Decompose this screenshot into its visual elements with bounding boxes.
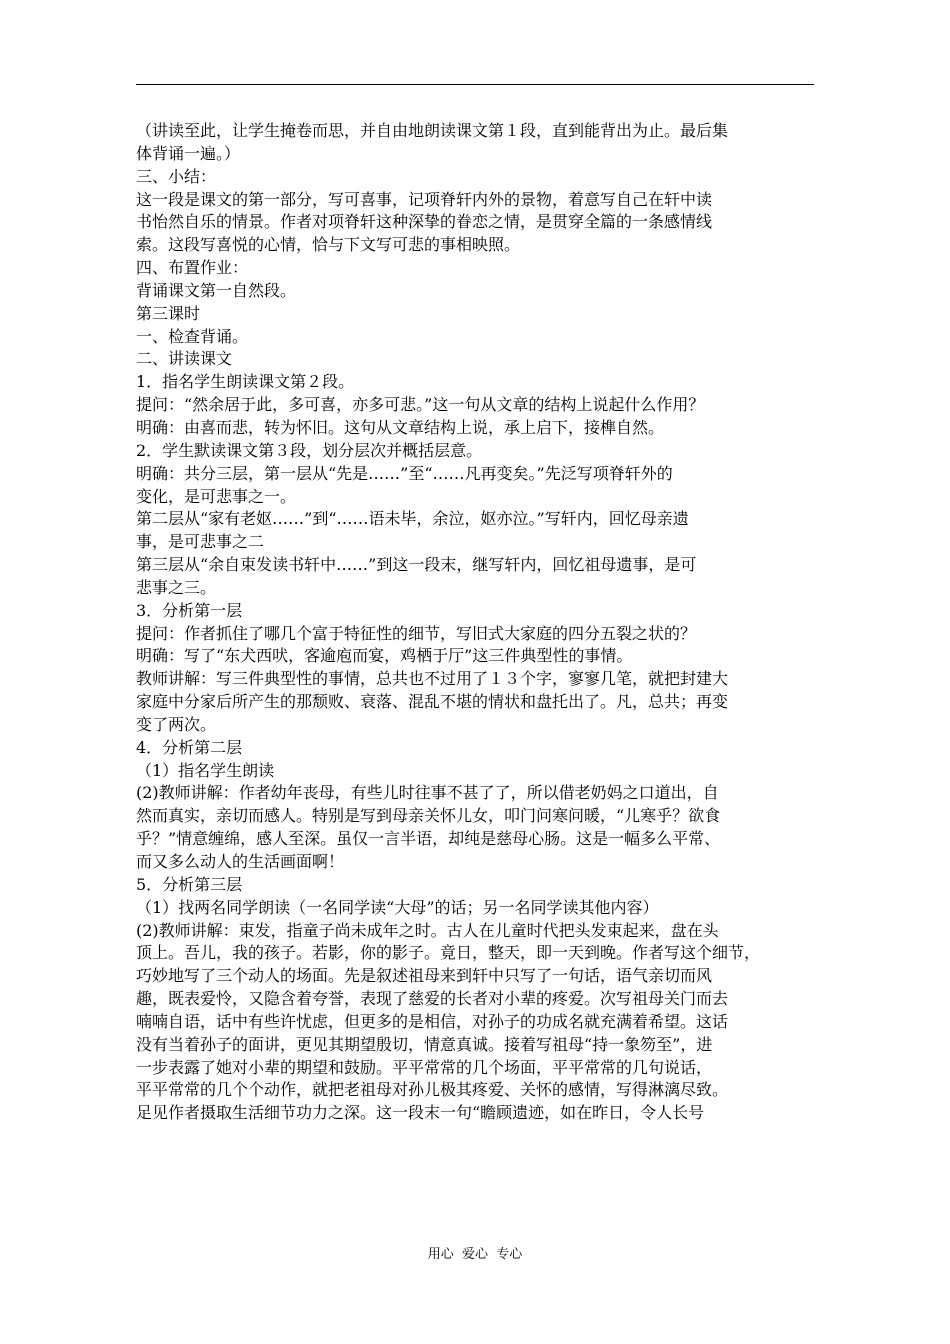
text-line: 索。这段写喜悦的心情，恰与下文写可悲的事相映照。 xyxy=(136,235,521,255)
text-line: 巧妙地写了三个动人的场面。先是叙述祖母来到轩中只写了一句话，语气亲切而风 xyxy=(136,966,713,986)
text-line: 2．学生默读课文第３段，划分层次并概括层意。 xyxy=(136,440,483,460)
page-footer: 用心 爱心 专心 xyxy=(427,1247,523,1262)
text-line: 悲事之三。 xyxy=(136,577,217,597)
text-line: 喃喃自语，话中有些许忧虑，但更多的是相信，对孙子的功成名就充满着希望。这话 xyxy=(136,1011,729,1031)
text-line: 提问：“然余居于此，多可喜，亦多可悲。”这一句从文章的结构上说起什么作用？ xyxy=(136,395,705,415)
text-line: 一步表露了她对小辈的期望和鼓励。平平常常的几个场面，平平常常的几句说话， xyxy=(136,1057,713,1077)
text-line: 然而真实，亲切而感人。特别是写到母亲关怀儿女，叩门问寒问暖，“儿寒乎？欲食 xyxy=(136,806,721,826)
document-body xyxy=(136,120,816,1125)
text-line: (2)教师讲解：作者幼年丧母，有些儿时往事不甚了了，所以借老奶妈之口道出，自 xyxy=(136,783,719,803)
text-line: 顶上。吾儿，我的孩子。若影，你的影子。竟日，整天，即一天到晚。作者写这个细节， xyxy=(136,943,761,963)
text-line: 变了两次。 xyxy=(136,714,217,734)
text-line: 趣，既表爱怜，又隐含着夸誉，表现了慈爱的长者对小辈的疼爱。次写祖母关门而去 xyxy=(136,989,729,1009)
text-line: (2)教师讲解：束发，指童子尚未成年之时。古人在儿童时代把头发束起来，盘在头 xyxy=(136,920,719,940)
text-line: 1．指名学生朗读课文第２段。 xyxy=(136,372,355,392)
text-line: 3．分析第一层 xyxy=(136,600,243,620)
text-line: 明确：写了“东犬西吠，客逾庖而宴，鸡栖于厅”这三件典型性的事情。 xyxy=(136,646,633,666)
text-line: 家庭中分家后所产生的那颓败、衰落、混乱不堪的情状和盘托出了。凡，总共；再变 xyxy=(136,692,729,712)
header-rule xyxy=(136,84,814,85)
text-line: 提问：作者抓住了哪几个富于特征性的细节，写旧式大家庭的四分五裂之状的？ xyxy=(136,623,697,643)
text-line: 5．分析第三层 xyxy=(136,874,243,894)
text-line: 四、布置作业： xyxy=(136,258,249,278)
text-line: 二、讲读课文 xyxy=(136,349,233,369)
text-line: 而又多么动人的生活画面啊！ xyxy=(136,852,345,871)
text-line: 背诵课文第一自然段。 xyxy=(136,280,297,300)
text-line: 一、检查背诵。 xyxy=(136,326,249,346)
text-line: 事，是可悲事之二 xyxy=(136,532,265,552)
text-line: （1）指名学生朗读 xyxy=(136,760,275,780)
text-line: 4．分析第二层 xyxy=(136,737,243,757)
text-line: 第二层从“家有老妪……”到“……语未毕，余泣，妪亦泣。”写轩内，回忆母亲遗 xyxy=(136,509,689,529)
text-line: 乎？”情意缠绵，感人至深。虽仅一言半语，却纯是慈母心肠。这是一幅多么平常、 xyxy=(136,829,721,849)
text-line: 没有当着孙子的面讲，更见其期望殷切，情意真诚。接着写祖母“持一象笏至”，进 xyxy=(136,1034,713,1054)
text-line: （1）找两名同学朗读（一名同学读“大母”的话；另一名同学读其他内容） xyxy=(136,897,659,917)
text-line: 明确：共分三层，第一层从“先是……”至“……凡再变矣。”先泛写项脊轩外的 xyxy=(136,463,673,483)
text-line: 平平常常的几个个动作，就把老祖母对孙儿极其疼爱、关怀的感情，写得淋漓尽致。 xyxy=(136,1080,729,1100)
text-line: 体背诵一遍。） xyxy=(136,143,241,163)
text-line: 足见作者摄取生活细节功力之深。这一段末一句“瞻顾遗迹，如在昨日，令人长号 xyxy=(136,1103,705,1123)
text-line: 三、小结： xyxy=(136,166,217,186)
text-line: 明确：由喜而悲，转为怀旧。这句从文章结构上说，承上启下，接榫自然。 xyxy=(136,417,665,437)
text-line: 这一段是课文的第一部分，写可喜事，记项脊轩内外的景物，着意写自己在轩中读 xyxy=(136,189,713,209)
text-line: 教师讲解：写三件典型性的事情，总共也不过用了１３个字，寥寥几笔，就把封建大 xyxy=(136,669,729,689)
text-line: （讲读至此，让学生掩卷而思，并自由地朗读课文第１段，直到能背出为止。最后集 xyxy=(136,121,729,140)
text-line: 第三层从“余自束发读书轩中……”到这一段末，继写轩内，回忆祖母遗事，是可 xyxy=(136,555,697,575)
text-line: 第三课时 xyxy=(136,303,201,323)
text-line: 书怡然自乐的情景。作者对项脊轩这种深挚的眷恋之情，是贯穿全篇的一条感情线 xyxy=(136,212,713,232)
text-line: 变化，是可悲事之一。 xyxy=(136,486,297,506)
